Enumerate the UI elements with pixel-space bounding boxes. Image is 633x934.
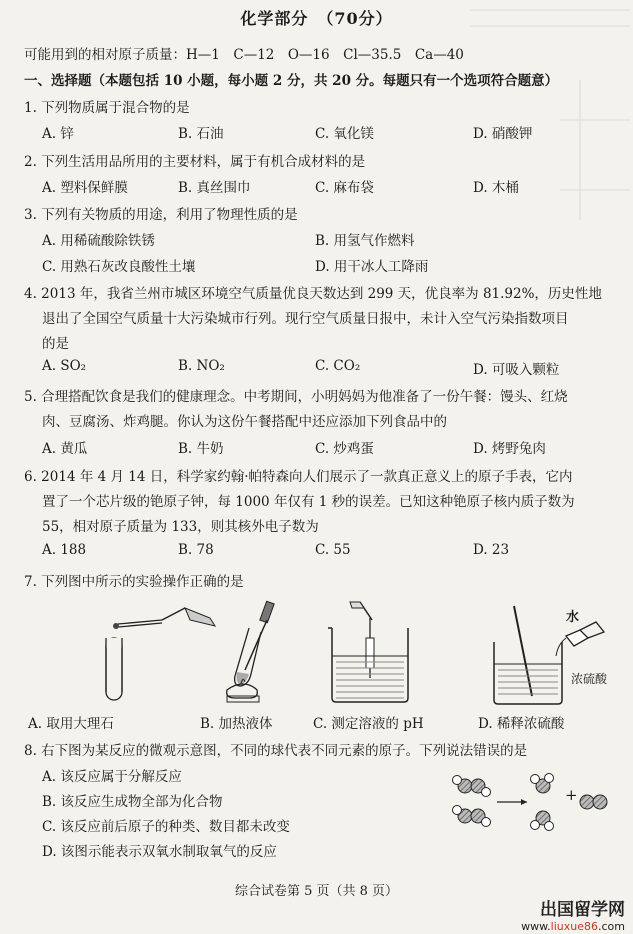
reaction-micro-diagram (445, 772, 625, 852)
question-7-caption-c: C. 测定溶液的 pH (313, 716, 424, 732)
question-2-option-d: D. 木桶 (473, 180, 519, 196)
question-6-option-b: B. 78 (178, 542, 214, 558)
question-6-option-d: D. 23 (473, 542, 510, 558)
question-3-option-b: B. 用氢气作燃料 (315, 233, 415, 249)
question-4-stem-line1: 4. 2013 年，我省兰州市城区环境空气质量优良天数达到 299 天，优良率为 81.92%，历史性地 (24, 286, 602, 302)
question-3-option-d: D. 用干冰人工降雨 (315, 259, 429, 275)
question-6-option-c: C. 55 (315, 542, 351, 558)
watermark-title: 出国留学网 (540, 900, 625, 920)
question-7-caption-d: D. 稀释浓硫酸 (478, 716, 565, 732)
question-5-option-b: B. 牛奶 (178, 441, 224, 457)
site-watermark (521, 895, 625, 933)
question-1-stem: 1. 下列物质属于混合物的是 (24, 100, 190, 116)
question-5-stem-line1: 5. 合理搭配饮食是我们的健康理念。中考期间，小明妈妈为他准备了一份午餐：馒头、红烧 (24, 389, 568, 405)
question-1-option-b: B. 石油 (178, 126, 224, 142)
question-3-option-c: C. 用熟石灰改良酸性土壤 (42, 259, 196, 275)
question-7-caption-a: A. 取用大理石 (28, 716, 114, 732)
question-4-option-d: D. 可吸入颗粒 (473, 362, 560, 378)
figure-a-marble-tube (70, 598, 220, 708)
figure-d-diluting-acid (480, 592, 610, 712)
question-4-option-a: A. SO₂ (42, 358, 87, 374)
question-6-stem-line2: 置了一个芯片级的铯原子钟，每 1000 年仅有 1 秒的误差。已知这种铯原子核内质子数为 (42, 494, 575, 510)
question-4-option-b: B. NO₂ (178, 358, 225, 374)
question-8-option-c: C. 该反应前后原子的种类、数目都未改变 (42, 819, 290, 835)
question-8-stem: 8. 右下图为某反应的微观示意图，不同的球代表不同元素的原子。下列说法错误的是 (24, 743, 528, 759)
question-3-option-a: A. 用稀硫酸除铁锈 (42, 233, 155, 249)
figure-b-heating-liquid (205, 598, 315, 708)
question-5-option-d: D. 烤野兔肉 (473, 441, 546, 457)
watermark-url-prefix: www. (521, 920, 551, 933)
question-2-stem: 2. 下列生活用品所用的主要材料，属于有机合成材料的是 (24, 154, 366, 170)
question-7-stem: 7. 下列图中所示的实验操作正确的是 (24, 574, 244, 590)
reaction-plus-sign: + (565, 786, 578, 804)
question-4-option-c: C. CO₂ (315, 358, 361, 374)
label-water: 水 (566, 610, 580, 625)
question-6-stem-line3: 55，相对原子质量为 133，则其核外电子数为 (42, 519, 319, 535)
question-5-stem-line2: 肉、豆腐汤、炸鸡腿。你认为这份午餐搭配中还应添加下列食品中的 (42, 414, 447, 430)
question-1-option-a: A. 锌 (42, 126, 74, 142)
question-8-option-a: A. 该反应属于分解反应 (42, 769, 182, 785)
watermark-url-highlight: liuxue86 (550, 920, 598, 933)
question-2-option-c: C. 麻布袋 (315, 180, 374, 196)
question-4-stem-line3: 的是 (42, 336, 69, 352)
question-4-stem-line2: 退出了全国空气质量十大污染城市行列。现行空气质量日报中，未计入空气污染指数项目 (42, 311, 569, 327)
label-concentrated-acid: 浓硫酸 (571, 672, 608, 686)
page-title: 化学部分 （70分） (240, 9, 393, 28)
question-7-caption-b: B. 加热液体 (200, 716, 273, 732)
question-8-option-b: B. 该反应生成物全部为化合物 (42, 794, 223, 810)
question-3-stem: 3. 下列有关物质的用途，利用了物理性质的是 (24, 207, 298, 223)
section-heading: 一、选择题（本题包括 10 小题，每小题 2 分，共 20 分。每题只有一个选项符合题意） (24, 73, 559, 89)
question-1-option-d: D. 硝酸钾 (473, 126, 533, 142)
question-2-option-a: A. 塑料保鲜膜 (42, 180, 128, 196)
watermark-url-suffix: .com (598, 920, 625, 933)
question-1-option-c: C. 氧化镁 (315, 126, 374, 142)
figure-c-ph-test (320, 598, 430, 708)
question-5-option-c: C. 炒鸡蛋 (315, 441, 374, 457)
watermark-url (521, 920, 625, 933)
atomic-mass-note: 可能用到的相对原子质量：H—1 C—12 O—16 Cl—35.5 Ca—40 (24, 47, 464, 63)
question-2-option-b: B. 真丝围巾 (178, 180, 251, 196)
question-6-option-a: A. 188 (42, 542, 87, 558)
question-5-option-a: A. 黄瓜 (42, 441, 88, 457)
page-footer: 综合试卷第 5 页（共 8 页） (234, 884, 399, 899)
question-8-option-d: D. 该图示能表示双氧水制取氧气的反应 (42, 844, 277, 860)
question-6-stem-line1: 6. 2014 年 4 月 14 日，科学家约翰·帕特森向人们展示了一款真正意义上的原子手表，它内 (24, 469, 573, 485)
